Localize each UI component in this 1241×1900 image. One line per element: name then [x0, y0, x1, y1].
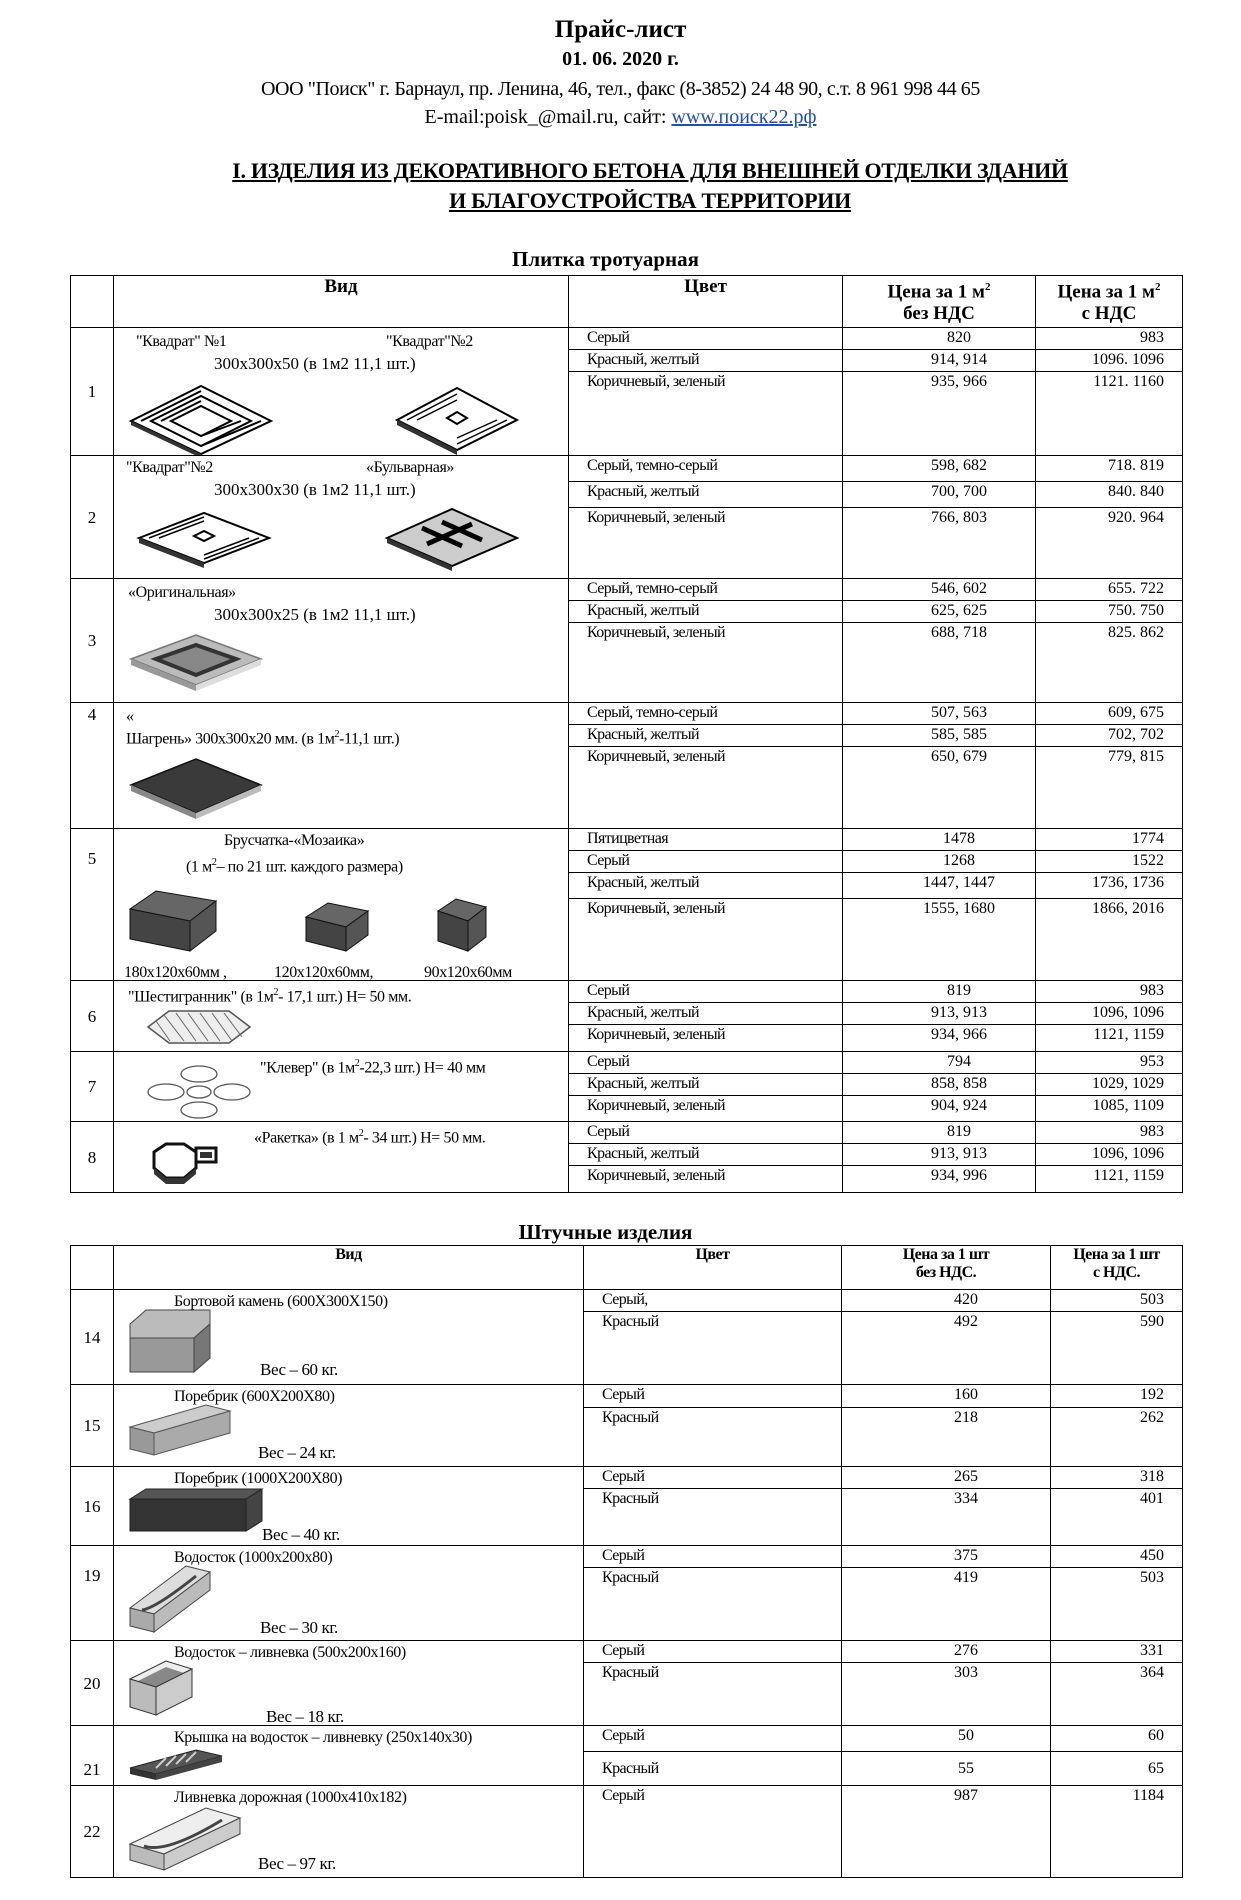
row-number: 5 [71, 829, 114, 981]
price-no-vat: 914, 914 [843, 350, 1036, 372]
tile-klever-image [144, 1062, 254, 1122]
price-no-vat: 375 [842, 1546, 1051, 1568]
price-no-vat: 934, 966 [843, 1025, 1036, 1052]
page-title: Прайс-лист [554, 16, 687, 43]
piece-weight: Вес – 18 кг. [266, 1707, 344, 1726]
col-vid: Вид [114, 276, 569, 328]
row-number: 4 [71, 703, 114, 829]
piece-weight: Вес – 60 кг. [260, 1360, 338, 1379]
price-no-vat: 218 [842, 1408, 1051, 1467]
piece-vid-cell [114, 1290, 584, 1385]
tile-vid-cell [114, 1122, 569, 1193]
kryshka-image [126, 1748, 226, 1784]
price-no-vat: 160 [842, 1385, 1051, 1408]
price-no-vat: 546, 602 [843, 579, 1036, 601]
tile-name-quote: « [126, 708, 134, 725]
tile-size: 300х300х30 (в 1м2 11,1 шт.) [214, 480, 416, 499]
color-cell: Красный, желтый [569, 601, 843, 623]
tile-size: 300х300х25 (в 1м2 11,1 шт.) [214, 605, 416, 624]
piece-row-19-sub-1 [71, 1546, 1183, 1568]
col-num [71, 1246, 114, 1290]
row-number: 3 [71, 579, 114, 703]
price-no-vat: 265 [842, 1467, 1051, 1489]
tile-row-7-sub-1 [71, 1052, 1183, 1074]
price-no-vat: 794 [843, 1052, 1036, 1074]
color-cell: Красный [584, 1568, 842, 1641]
price-no-vat: 688, 718 [843, 623, 1036, 703]
col-vid: Вид [114, 1246, 584, 1290]
price-no-vat: 819 [843, 981, 1036, 1003]
price-vat: 702, 702 [1036, 725, 1183, 747]
piece-row-20-sub-1 [71, 1641, 1183, 1663]
piece-vid-cell [114, 1467, 584, 1546]
price-vat: 750. 750 [1036, 601, 1183, 623]
piece-price-table [70, 1245, 1183, 1878]
price-vat: 1096, 1096 [1036, 1144, 1183, 1166]
brick-size-small: 90х120х60мм [424, 964, 512, 981]
tile-row-1-sub-1 [71, 328, 1183, 350]
tile-name-left: "Квадрат" №1 [136, 333, 227, 350]
row-number: 6 [71, 981, 114, 1052]
piece-row-16-sub-1 [71, 1467, 1183, 1489]
price-no-vat: 50 [842, 1726, 1051, 1752]
price-no-vat: 420 [842, 1290, 1051, 1312]
price-vat: 503 [1051, 1568, 1183, 1641]
tile-name: "Шестигранник" (в $1м^2-$ 17,1 шт.) Н= 50 мм. [128, 987, 412, 1006]
color-cell: Красный, желтый [569, 1003, 843, 1025]
color-cell: Коричневый, зеленый [569, 1025, 843, 1052]
color-cell: Коричневый, зеленый [569, 508, 843, 579]
price-no-vat: 987 [842, 1786, 1051, 1878]
tile-kvadrat2-image [134, 508, 274, 570]
color-cell: Серый [569, 1052, 843, 1074]
color-cell: Красный, желтый [569, 725, 843, 747]
row-number: 14 [71, 1290, 114, 1385]
piece-vid-cell [114, 1726, 584, 1786]
row-number: 16 [71, 1467, 114, 1546]
piece-name: Водосток (1000х200х80) [174, 1549, 333, 1566]
price-vat: 65 [1051, 1752, 1183, 1786]
price-no-vat: 700, 700 [843, 482, 1036, 508]
price-vat: 1121, 1159 [1036, 1166, 1183, 1193]
price-no-vat: 303 [842, 1663, 1051, 1726]
price-vat: 1736, 1736 [1036, 873, 1183, 899]
price-no-vat: 625, 625 [843, 601, 1036, 623]
piece-weight: Вес – 30 кг. [260, 1618, 338, 1637]
piece-row-15-sub-1 [71, 1385, 1183, 1408]
price-no-vat: 1447, 1447 [843, 873, 1036, 899]
color-cell: Красный, желтый [569, 1074, 843, 1096]
price-no-vat: 766, 803 [843, 508, 1036, 579]
piece-row-14-sub-1 [71, 1290, 1183, 1312]
col-color: Цвет [584, 1246, 842, 1290]
porebrik-1000-image [126, 1485, 266, 1535]
tile-name-left: "Квадрат"№2 [126, 459, 213, 476]
piece-name: Крышка на водосток – ливневку (250х140х30) [174, 1729, 472, 1746]
color-cell: Серый [584, 1546, 842, 1568]
tile-raketka-image [144, 1140, 234, 1190]
company-info: ООО "Поиск" г. Барнаул, пр. Ленина, 46, тел., факс (8-3852) 24 48 90, с.т. 8 961 998 44 65 [261, 78, 980, 100]
piece-weight: Вес – 97 кг. [258, 1854, 336, 1873]
brick-size-large: 180х120х60мм , [124, 964, 227, 981]
price-no-vat: 904, 924 [843, 1096, 1036, 1122]
price-vat: 450 [1051, 1546, 1183, 1568]
color-cell: Серый [569, 328, 843, 350]
row-number: 8 [71, 1122, 114, 1193]
tile-price-table [70, 275, 1183, 1193]
piece-table-header [71, 1246, 1183, 1290]
tile-name-right: "Квадрат"№2 [386, 333, 473, 350]
tile-table-caption: Плитка тротуарная [512, 247, 699, 271]
page-date: 01. 06. 2020 г. [562, 48, 679, 70]
piece-vid-cell [114, 1385, 584, 1467]
price-no-vat: 276 [842, 1641, 1051, 1663]
tile-kvadrat2-image [392, 380, 522, 456]
tile-name-right: «Бульварная» [366, 459, 455, 476]
price-vat: 655. 722 [1036, 579, 1183, 601]
tile-row-4-sub-1 [71, 703, 1183, 725]
color-cell: Серый, темно-серый [569, 456, 843, 482]
price-vat: 1121. 1160 [1036, 372, 1183, 456]
col-price-no-vat: Цена за 1 шт без НДС. [842, 1246, 1051, 1290]
price-no-vat: 334 [842, 1489, 1051, 1546]
price-no-vat: 585, 585 [843, 725, 1036, 747]
piece-name: Поребрик (1000Х200Х80) [174, 1470, 343, 1487]
color-cell: Красный, желтый [569, 482, 843, 508]
tile-vid-cell [114, 1052, 569, 1122]
price-vat: 1096. 1096 [1036, 350, 1183, 372]
piece-row-22 [71, 1786, 1183, 1878]
price-vat: 262 [1051, 1408, 1183, 1467]
price-vat: 953 [1036, 1052, 1183, 1074]
row-number: 2 [71, 456, 114, 579]
tile-name: «Оригинальная» [128, 584, 236, 601]
brick-medium-image [302, 899, 372, 955]
color-cell: Серый [584, 1467, 842, 1489]
porebrik-600-image [126, 1401, 236, 1457]
price-vat: 1085, 1109 [1036, 1096, 1183, 1122]
color-cell: Коричневый, зеленый [569, 747, 843, 829]
color-cell: Красный, желтый [569, 1144, 843, 1166]
color-cell: Красный [584, 1663, 842, 1726]
price-vat: 609, 675 [1036, 703, 1183, 725]
price-no-vat: 507, 563 [843, 703, 1036, 725]
section-title-line1: I. ИЗДЕЛИЯ ИЗ ДЕКОРАТИВНОГО БЕТОНА ДЛЯ ВНЕШНЕЙ ОТДЕЛКИ ЗДАНИЙ [232, 158, 1068, 183]
color-cell: Красный, желтый [569, 873, 843, 899]
col-price-vat: Цена за 1 шт с НДС. [1051, 1246, 1183, 1290]
price-vat: 590 [1051, 1312, 1183, 1385]
color-cell: Серый, темно-серый [569, 579, 843, 601]
tile-vid-cell [114, 579, 569, 703]
bortovoy-kamen-image [126, 1304, 216, 1376]
price-no-vat: 858, 858 [843, 1074, 1036, 1096]
tile-row-2-sub-1 [71, 456, 1183, 482]
color-cell: Коричневый, зеленый [569, 1096, 843, 1122]
row-number: 22 [71, 1786, 114, 1878]
brick-size-medium: 120х120х60мм, [274, 964, 374, 981]
price-no-vat: 935, 966 [843, 372, 1036, 456]
color-cell: Красный [584, 1489, 842, 1546]
price-no-vat: 650, 679 [843, 747, 1036, 829]
color-cell: Красный, желтый [569, 350, 843, 372]
tile-name: Шагрень» 300х300х20 мм. (в $1м^2-11,1$ шт.) [126, 729, 400, 748]
tile-note: (1 $м^2-$ по 21 шт. каждого размера) [186, 857, 403, 876]
color-cell: Серый [584, 1726, 842, 1752]
tile-name: "Клевер" (в $1м^2-22,3$ шт.) Н= 40 мм [260, 1058, 486, 1077]
row-number: 19 [71, 1546, 114, 1641]
color-cell: Серый, темно-серый [569, 703, 843, 725]
price-vat: 503 [1051, 1290, 1183, 1312]
color-cell: Серый [584, 1786, 842, 1878]
color-cell: Серый, [584, 1290, 842, 1312]
col-color: Цвет [569, 276, 843, 328]
color-cell: Серый [584, 1385, 842, 1408]
piece-vid-cell [114, 1641, 584, 1726]
tile-name: Брусчатка-«Мозаика» [224, 832, 365, 849]
contacts-line [0, 106, 1241, 129]
price-vat: 318 [1051, 1467, 1183, 1489]
row-number: 15 [71, 1385, 114, 1467]
tile-vid-cell [114, 703, 569, 829]
price-vat: 983 [1036, 1122, 1183, 1144]
price-vat: 1096, 1096 [1036, 1003, 1183, 1025]
tile-vid-cell [114, 829, 569, 981]
row-number: 20 [71, 1641, 114, 1726]
color-cell: Серый [569, 981, 843, 1003]
price-vat: 331 [1051, 1641, 1183, 1663]
price-no-vat: 55 [842, 1752, 1051, 1786]
row-number: 7 [71, 1052, 114, 1122]
color-cell: Красный [584, 1312, 842, 1385]
price-vat: 983 [1036, 328, 1183, 350]
price-vat: 779, 815 [1036, 747, 1183, 829]
piece-weight: Вес – 40 кг. [262, 1525, 340, 1544]
row-number: 21 [71, 1726, 114, 1786]
piece-vid-cell [114, 1786, 584, 1878]
price-no-vat: 1268 [843, 851, 1036, 873]
price-no-vat: 913, 913 [843, 1003, 1036, 1025]
col-num [71, 276, 114, 328]
price-vat: 1029, 1029 [1036, 1074, 1183, 1096]
price-no-vat: 598, 682 [843, 456, 1036, 482]
tile-name: «Ракетка» (в 1 $м^2-$ 34 шт.) Н= 50 мм. [254, 1128, 486, 1147]
price-no-vat: 1555, 1680 [843, 899, 1036, 981]
tile-vid-cell [114, 981, 569, 1052]
color-cell: Красный [584, 1408, 842, 1467]
color-cell: Серый [584, 1641, 842, 1663]
col-price-no-vat: Цена за 1 $м^2$ без НДС [843, 276, 1036, 328]
color-cell: Пятицветная [569, 829, 843, 851]
price-vat: 364 [1051, 1663, 1183, 1726]
tile-row-8-sub-1 [71, 1122, 1183, 1144]
price-vat: 401 [1051, 1489, 1183, 1546]
price-vat: 825. 862 [1036, 623, 1183, 703]
price-vat: 1121, 1159 [1036, 1025, 1183, 1052]
brick-large-image [126, 887, 220, 955]
price-vat: 718. 819 [1036, 456, 1183, 482]
tile-table-header [71, 276, 1183, 328]
price-no-vat: 913, 913 [843, 1144, 1036, 1166]
email-text: E-mail:poisk_@mail.ru, сайт: [424, 106, 672, 128]
piece-row-21-sub-1 [71, 1726, 1183, 1752]
piece-name: Ливневка дорожная (1000х410х182) [174, 1789, 407, 1806]
price-vat: 1774 [1036, 829, 1183, 851]
price-vat: 920. 964 [1036, 508, 1183, 579]
price-no-vat: 819 [843, 1122, 1036, 1144]
price-vat: 840. 840 [1036, 482, 1183, 508]
brick-small-image [434, 895, 490, 955]
price-no-vat: 419 [842, 1568, 1051, 1641]
tile-vid-cell [114, 456, 569, 579]
tile-hexagon-image [144, 1007, 254, 1047]
color-cell: Коричневый, зеленый [569, 623, 843, 703]
piece-name: Поребрик (600Х200Х80) [174, 1388, 335, 1405]
piece-vid-cell [114, 1546, 584, 1641]
vodostok-image [126, 1562, 216, 1636]
tile-row-3-sub-1 [71, 579, 1183, 601]
tile-shagren-image [126, 755, 266, 821]
color-cell: Коричневый, зеленый [569, 372, 843, 456]
color-cell: Серый [569, 851, 843, 873]
piece-name: Бортовой камень (600Х300Х150) [174, 1293, 388, 1310]
price-no-vat: 820 [843, 328, 1036, 350]
price-vat: 1866, 2016 [1036, 899, 1183, 981]
color-cell: Красный [584, 1752, 842, 1786]
section-title-line2: И БЛАГОУСТРОЙСТВА ТЕРРИТОРИИ [449, 188, 851, 213]
price-vat: 1522 [1036, 851, 1183, 873]
price-no-vat: 492 [842, 1312, 1051, 1385]
vodostok-livnevka-image [126, 1657, 196, 1719]
tile-size: 300х300х50 (в 1м2 11,1 шт.) [214, 354, 416, 373]
price-no-vat: 1478 [843, 829, 1036, 851]
price-no-vat: 934, 996 [843, 1166, 1036, 1193]
tile-vid-cell [114, 328, 569, 456]
color-cell: Коричневый, зеленый [569, 1166, 843, 1193]
color-cell: Коричневый, зеленый [569, 899, 843, 981]
tile-bulvarnaya-image [382, 504, 522, 572]
row-number: 1 [71, 328, 114, 456]
piece-weight: Вес – 24 кг. [258, 1443, 336, 1462]
tile-originalnaya-image [126, 631, 266, 693]
tile-row-5-sub-1 [71, 829, 1183, 851]
price-vat: 60 [1051, 1726, 1183, 1752]
col-price-vat: Цена за 1 $м^2$ с НДС [1036, 276, 1183, 328]
piece-name: Водосток – ливневка (500х200х160) [174, 1644, 406, 1661]
price-vat: 192 [1051, 1385, 1183, 1408]
tile-row-6-sub-1 [71, 981, 1183, 1003]
piece-table-caption: Штучные изделия [518, 1220, 693, 1244]
site-link[interactable]: www.поиск22.рф [671, 106, 817, 128]
livnevka-dorozhnaya-image [126, 1804, 246, 1874]
tile-kvadrat1-image [126, 376, 276, 456]
price-vat: 983 [1036, 981, 1183, 1003]
price-vat: 1184 [1051, 1786, 1183, 1878]
color-cell: Серый [569, 1122, 843, 1144]
